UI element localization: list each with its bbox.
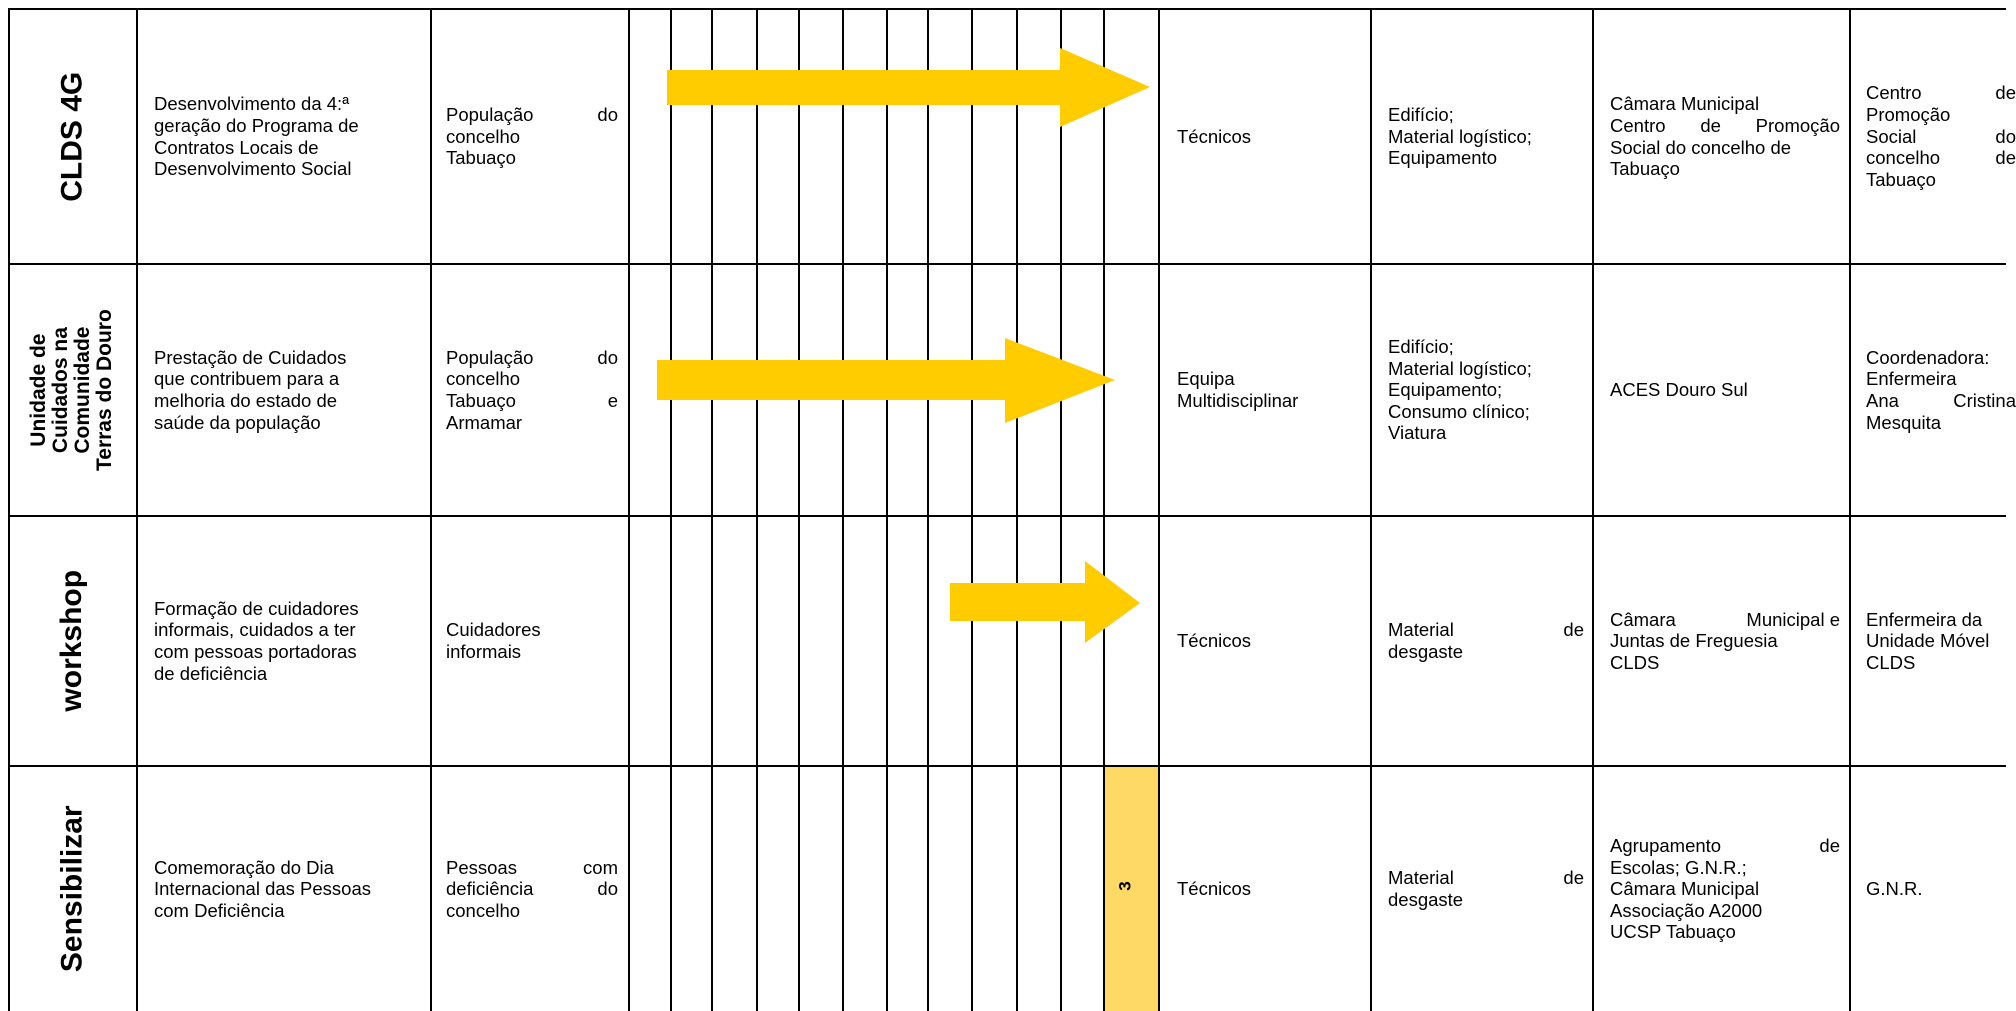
material-resources (1388, 517, 1584, 765)
text-line: Cristina (1953, 390, 2016, 411)
text-line: Centro (1866, 82, 1922, 104)
target-audience (446, 517, 618, 765)
text-line: Enfermeira da (1866, 608, 1983, 630)
grid-line (628, 8, 630, 1011)
text-line: Prestação de Cuidados (154, 346, 347, 368)
grid-line (1158, 8, 1160, 1011)
grid-line (670, 8, 672, 1011)
text-line: Material logístico; (1388, 125, 1532, 147)
text-line: Equipamento (1388, 147, 1498, 169)
text-line: Unidade Móvel (1866, 630, 1990, 652)
human-resources (1177, 265, 1362, 515)
row-title-text: Sensibilizar (55, 805, 89, 973)
text-line: População (446, 346, 534, 368)
text-line: Material (1388, 619, 1454, 641)
grid-line (1370, 8, 1372, 1011)
text-line: Edifício; (1388, 104, 1454, 126)
text-line: melhoria do estado de (154, 390, 338, 411)
text-line: Social (1866, 125, 1917, 147)
timeline-arrow (945, 558, 1145, 648)
material-resources (1388, 767, 1584, 1011)
activity-description (154, 10, 424, 263)
text-line: Equipa (1177, 368, 1235, 390)
text-line: ACES Douro Sul (1610, 379, 1748, 401)
text-line: Centro (1610, 114, 1666, 136)
responsible (1866, 517, 2016, 765)
text-line: concelho (1866, 147, 1941, 169)
text-line: Formação de cuidadores (154, 597, 359, 619)
text-line: Desenvolvimento da 4:ª (154, 93, 350, 115)
text-line: Internacional das Pessoas (154, 878, 371, 900)
grid-line (711, 8, 713, 1011)
responsible (1866, 10, 2016, 263)
text-line: Armamar (446, 411, 523, 433)
text-line: Câmara (1610, 608, 1676, 630)
text-line: com Deficiência (154, 899, 285, 921)
text-line: Equipamento; (1388, 379, 1503, 401)
responsible (1866, 767, 2016, 1011)
text-line: Pessoas (446, 856, 517, 878)
text-line: Comunidade (71, 326, 95, 454)
text-line: Câmara Municipal (1610, 878, 1760, 900)
text-line: Tabuaço (1610, 158, 1680, 180)
target-audience (446, 10, 618, 263)
text-line: Enfermeira (1866, 368, 1957, 390)
partners (1610, 10, 1840, 263)
row-title (8, 517, 136, 765)
grid-line (756, 8, 758, 1011)
text-line: concelho (446, 899, 521, 921)
grid-line (430, 8, 432, 1011)
grid-line (1592, 8, 1594, 1011)
text-line: do (597, 878, 618, 900)
text-line: Tabuaço (446, 147, 516, 169)
responsible (1866, 265, 2016, 515)
text-line: Ana (1866, 390, 1899, 411)
text-line: UCSP Tabuaço (1610, 921, 1736, 943)
text-line: de deficiência (154, 662, 268, 684)
grid-line (886, 8, 888, 1011)
timeline-arrow (650, 335, 1140, 430)
text-line: CLDS (1866, 651, 1916, 673)
text-line: Consumo clínico; (1388, 400, 1530, 422)
text-line: Desenvolvimento Social (154, 158, 352, 180)
text-line: Viatura (1388, 422, 1447, 444)
text-line: Escolas; G.N.R.; (1610, 856, 1747, 878)
material-resources (1388, 265, 1584, 515)
text-line: com (583, 856, 618, 878)
text-line: Técnicos (1177, 630, 1252, 652)
text-line: de (1819, 834, 1840, 856)
partners (1610, 517, 1840, 765)
text-line: do (597, 104, 618, 126)
partners (1610, 767, 1840, 1011)
activity-description (154, 517, 424, 765)
text-line: de (1563, 619, 1584, 641)
text-line: Coordenadora: (1866, 346, 1990, 368)
text-line: Técnicos (1177, 125, 1252, 147)
text-line: Multidisciplinar (1177, 390, 1299, 411)
text-line: Tabuaço (1866, 168, 1936, 190)
text-line: informais, cuidados a ter (154, 619, 356, 641)
grid-line (1060, 8, 1062, 1011)
text-line: do (597, 346, 618, 368)
row-title-text: CLDS 4G (55, 71, 89, 202)
text-line: Técnicos (1177, 878, 1252, 900)
text-line: informais (446, 641, 522, 662)
row-title-text: workshop (55, 570, 89, 712)
grid-line (971, 8, 973, 1011)
text-line: de (1995, 82, 2016, 104)
text-line: Material logístico; (1388, 357, 1532, 379)
grid-line (798, 8, 800, 1011)
text-line: População (446, 104, 534, 126)
text-line: de (1563, 867, 1584, 889)
target-audience (446, 767, 618, 1011)
schedule-marker: 3 (1115, 881, 1135, 891)
text-line: Terras do Douro (93, 309, 117, 471)
text-line: Tabuaço (446, 390, 516, 411)
text-line: Municipal e (1746, 608, 1840, 630)
text-line: saúde da população (154, 411, 321, 433)
material-resources (1388, 10, 1584, 263)
text-line: CLDS (1610, 651, 1660, 673)
text-line: Contratos Locais de (154, 136, 319, 158)
human-resources (1177, 767, 1362, 1011)
row-title-text (28, 309, 116, 471)
text-line: G.N.R. (1866, 878, 1923, 900)
row-title (8, 265, 136, 515)
text-line: do (1995, 125, 2016, 147)
text-line: concelho (446, 125, 521, 147)
timeline-arrow (660, 45, 1170, 130)
text-line: de (1995, 147, 2016, 169)
activity-description (154, 767, 424, 1011)
human-resources (1177, 10, 1362, 263)
row-title (8, 10, 136, 263)
text-line: desgaste (1388, 641, 1464, 662)
text-line: Unidade de (26, 333, 50, 447)
text-line: Associação A2000 (1610, 899, 1763, 921)
text-line: Social do concelho de (1610, 136, 1792, 158)
text-line: com pessoas portadoras (154, 641, 357, 662)
row-title (8, 767, 136, 1011)
text-line: geração do Programa de (154, 114, 359, 136)
partners (1610, 265, 1840, 515)
text-line: deficiência (446, 878, 534, 900)
text-line: Edifício; (1388, 335, 1454, 357)
target-audience (446, 265, 618, 515)
grid-line (136, 8, 138, 1011)
text-line: desgaste (1388, 889, 1464, 910)
grid-line (1016, 8, 1018, 1011)
grid-line (927, 8, 929, 1011)
text-line: Agrupamento (1610, 834, 1722, 856)
text-line: Material (1388, 867, 1454, 889)
text-line: Promoção (1866, 104, 1951, 126)
text-line: Cuidados na (48, 326, 72, 454)
text-line: Câmara Municipal (1610, 93, 1760, 115)
text-line: de (1700, 114, 1721, 136)
text-line: e (607, 390, 618, 411)
text-line: Juntas de Freguesia (1610, 630, 1778, 652)
text-line: Cuidadores (446, 619, 541, 641)
text-line: concelho (446, 368, 521, 390)
text-line: Comemoração do Dia (154, 856, 334, 878)
grid-line (842, 8, 844, 1011)
grid-line (1849, 8, 1851, 1011)
human-resources (1177, 517, 1362, 765)
text-line: que contribuem para a (154, 368, 340, 390)
activity-description (154, 265, 424, 515)
text-line: Mesquita (1866, 411, 1942, 433)
text-line: Promoção (1755, 114, 1840, 136)
